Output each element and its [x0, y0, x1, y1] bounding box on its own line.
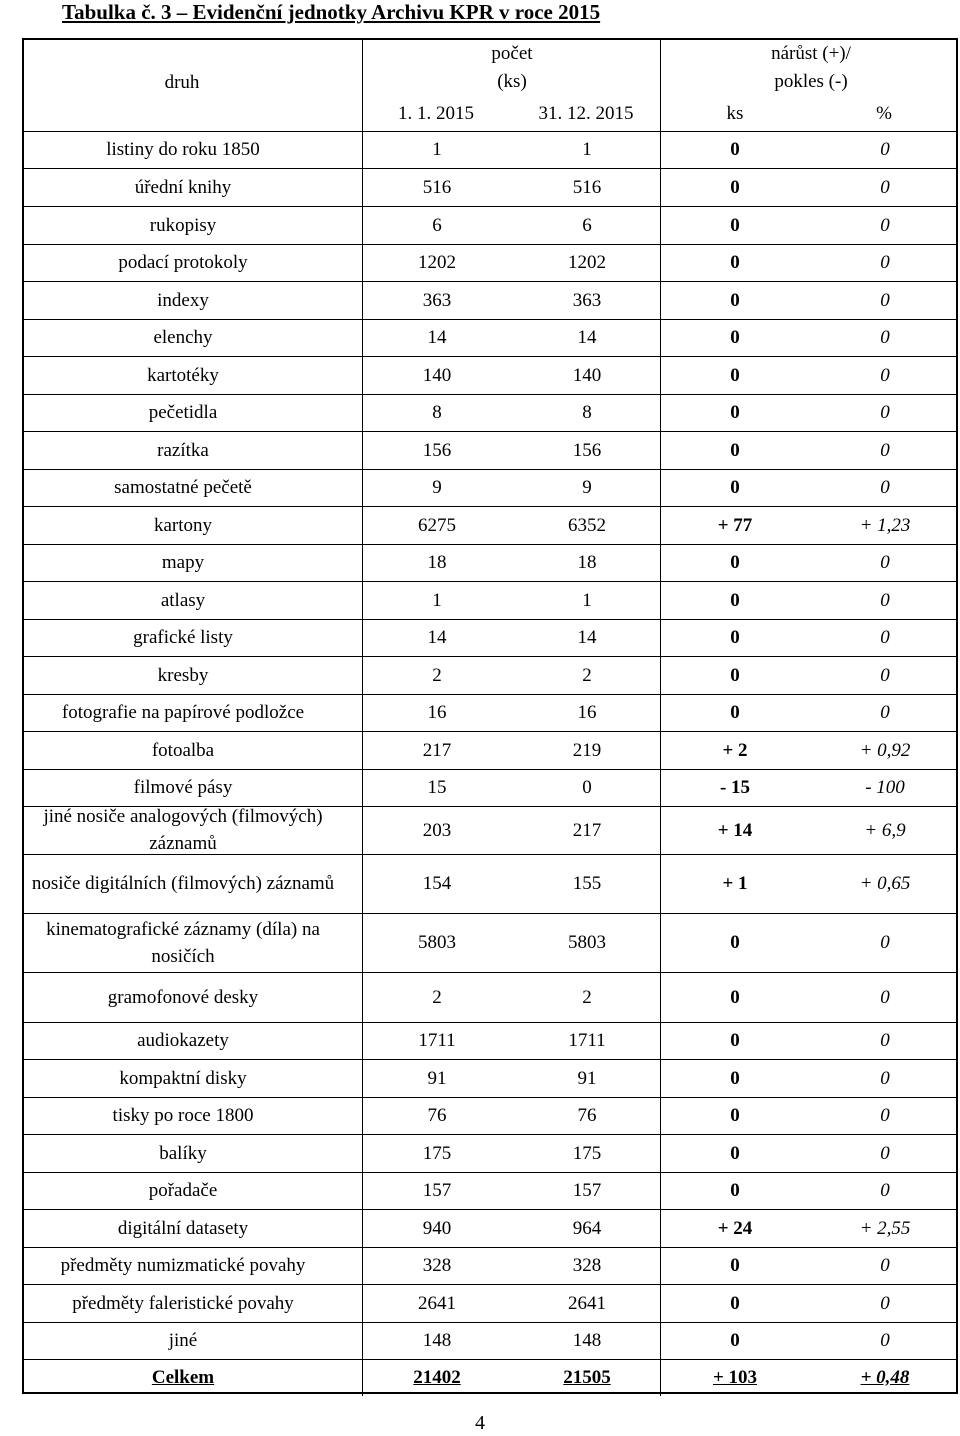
cell-count-end: 76 [577, 1105, 597, 1126]
cell-count-end: 1 [582, 139, 592, 160]
cell-druh: kompaktní disky [119, 1067, 247, 1089]
cell-change-percent: + 1,23 [859, 514, 911, 536]
cell-change-ks: 0 [730, 364, 740, 386]
cell-count-start: 2641 [418, 1292, 456, 1314]
header-pocet-line1: počet [491, 43, 533, 64]
cell-change-percent: 0 [880, 664, 890, 686]
cell-count-end: 2 [582, 664, 592, 686]
cell-druh: fotografie na papírové podložce [61, 702, 305, 723]
cell-count-start: 157 [422, 1180, 452, 1201]
cell-druh: jiné nosiče analogových (filmových) záznamů [43, 806, 323, 854]
cell-change-ks: 0 [730, 1105, 740, 1126]
cell-count-start: 15 [427, 777, 447, 798]
cell-druh: kartotéky [147, 364, 219, 386]
cell-druh: mapy [161, 552, 205, 573]
header-narust-line2: pokles (-) [774, 71, 848, 92]
cell-change-percent: 0 [880, 289, 890, 311]
cell-druh: Celkem [151, 1367, 215, 1388]
header-ks: ks [726, 103, 744, 124]
cell-change-percent: 0 [880, 1105, 890, 1126]
table-title: Tabulka č. 3 – Evidenční jednotky Archivu KPR v roce 2015 [62, 0, 601, 24]
cell-change-ks: 0 [730, 439, 740, 461]
cell-count-end: 219 [572, 739, 602, 761]
cell-count-end: 964 [572, 1217, 602, 1239]
cell-change-ks: 0 [730, 986, 740, 1008]
cell-change-ks: 0 [730, 664, 740, 686]
cell-count-start: 6 [432, 214, 442, 236]
cell-druh: samostatné pečetě [114, 477, 252, 498]
cell-druh: předměty faleristické povahy [72, 1292, 294, 1314]
cell-change-ks: 0 [730, 1067, 740, 1089]
cell-count-end: 148 [572, 1330, 602, 1351]
cell-change-percent: + 0,92 [859, 739, 911, 761]
cell-druh: úřední knihy [134, 176, 232, 198]
cell-druh: podací protokoly [118, 252, 248, 273]
cell-druh: gramofonové desky [107, 986, 259, 1008]
cell-count-start: 940 [422, 1217, 452, 1239]
cell-change-percent: 0 [880, 986, 890, 1008]
cell-count-end: 21505 [563, 1367, 611, 1388]
cell-change-percent: 0 [880, 589, 890, 611]
cell-change-percent: 0 [880, 327, 890, 348]
cell-change-percent: 0 [880, 552, 890, 573]
cell-count-end: 157 [572, 1180, 602, 1201]
cell-change-ks: 0 [730, 1330, 740, 1351]
cell-change-percent: + 0,65 [859, 873, 911, 894]
cell-change-percent: 0 [880, 1255, 890, 1276]
header-percent: % [876, 103, 892, 124]
cell-druh: atlasy [160, 589, 206, 611]
cell-change-percent: 0 [880, 439, 890, 461]
cell-change-ks: 0 [730, 139, 740, 160]
cell-change-percent: 0 [880, 1292, 890, 1314]
cell-count-start: 9 [432, 477, 442, 498]
cell-change-ks: 0 [730, 1180, 740, 1201]
cell-count-start: 18 [427, 552, 447, 573]
cell-change-ks: 0 [730, 402, 740, 423]
cell-count-start: 6275 [418, 514, 456, 536]
cell-change-percent: 0 [880, 364, 890, 386]
cell-druh: grafické listy [133, 627, 233, 648]
cell-change-ks: 0 [730, 702, 740, 723]
cell-change-percent: - 100 [865, 777, 905, 798]
cell-count-start: 175 [422, 1142, 452, 1164]
cell-count-end: 1202 [568, 252, 606, 273]
cell-change-ks: + 1 [722, 873, 748, 894]
cell-count-end: 516 [572, 176, 602, 198]
cell-druh: rukopisy [149, 214, 217, 236]
header-date-start: 1. 1. 2015 [398, 103, 474, 124]
cell-count-start: 148 [422, 1330, 452, 1351]
cell-change-percent: 0 [880, 477, 890, 498]
cell-druh: elenchy [153, 327, 213, 348]
cell-druh: nosiče digitálních (filmových) záznamů [31, 873, 335, 894]
cell-druh: digitální datasety [117, 1217, 249, 1239]
cell-change-ks: + 24 [717, 1217, 753, 1239]
cell-druh: indexy [157, 289, 209, 311]
cell-change-ks: + 2 [722, 739, 748, 761]
cell-count-start: 14 [427, 327, 447, 348]
cell-count-end: 2641 [568, 1292, 606, 1314]
cell-count-end: 217 [572, 819, 602, 841]
cell-change-ks: 0 [730, 477, 740, 498]
cell-druh: kartony [153, 514, 213, 536]
cell-change-ks: 0 [730, 1255, 740, 1276]
cell-change-ks: + 103 [712, 1367, 758, 1388]
cell-druh: fotoalba [151, 739, 215, 761]
cell-druh: tisky po roce 1800 [112, 1105, 254, 1126]
cell-druh: razítka [157, 439, 209, 461]
cell-count-start: 363 [422, 289, 452, 311]
cell-druh: kresby [157, 664, 209, 686]
cell-change-percent: 0 [880, 627, 890, 648]
header-druh: druh [164, 71, 200, 93]
cell-change-percent: 0 [880, 1330, 890, 1351]
cell-count-end: 14 [577, 327, 597, 348]
cell-change-ks: 0 [730, 176, 740, 198]
cell-change-ks: 0 [730, 1030, 740, 1051]
cell-count-start: 5803 [418, 932, 456, 953]
cell-change-percent: 0 [880, 1180, 890, 1201]
cell-change-ks: - 15 [719, 777, 751, 798]
cell-count-end: 6352 [568, 514, 606, 536]
cell-change-ks: + 77 [717, 514, 753, 536]
cell-count-end: 328 [572, 1255, 602, 1276]
cell-druh: balíky [159, 1142, 207, 1164]
cell-count-end: 14 [577, 627, 597, 648]
cell-count-start: 1202 [418, 252, 456, 273]
cell-count-end: 9 [582, 477, 592, 498]
cell-count-start: 1 [432, 589, 442, 611]
cell-druh: pečetidla [148, 402, 218, 423]
cell-change-percent: 0 [880, 932, 890, 953]
cell-count-start: 217 [422, 739, 452, 761]
cell-count-end: 156 [572, 439, 602, 461]
cell-count-start: 328 [422, 1255, 452, 1276]
page-number: 4 [475, 1412, 485, 1434]
cell-change-ks: 0 [730, 1142, 740, 1164]
cell-change-ks: 0 [730, 214, 740, 236]
cell-change-percent: 0 [880, 1067, 890, 1089]
cell-count-start: 1711 [418, 1030, 456, 1051]
cell-change-ks: 0 [730, 252, 740, 273]
cell-druh: kinematografické záznamy (díla) na nosičích [46, 918, 320, 967]
cell-change-ks: 0 [730, 289, 740, 311]
cell-count-start: 2 [432, 664, 442, 686]
cell-count-end: 2 [582, 986, 592, 1008]
cell-count-end: 8 [582, 402, 592, 423]
cell-change-ks: 0 [730, 327, 740, 348]
cell-change-ks: 0 [730, 1292, 740, 1314]
cell-change-percent: 0 [880, 702, 890, 723]
cell-count-start: 203 [422, 819, 452, 841]
cell-count-end: 16 [577, 702, 597, 723]
cell-druh: předměty numizmatické povahy [60, 1255, 306, 1276]
cell-count-start: 76 [427, 1105, 447, 1126]
cell-change-percent: 0 [880, 176, 890, 198]
cell-count-end: 0 [582, 777, 592, 798]
cell-count-start: 516 [422, 176, 452, 198]
cell-count-end: 140 [572, 364, 602, 386]
cell-druh: listiny do roku 1850 [106, 139, 260, 160]
cell-count-end: 155 [572, 873, 602, 894]
cell-change-ks: + 14 [717, 819, 753, 841]
evidence-units-table [22, 38, 958, 1394]
cell-count-end: 18 [577, 552, 597, 573]
cell-count-end: 175 [572, 1142, 602, 1164]
cell-change-ks: 0 [730, 932, 740, 953]
cell-count-end: 6 [582, 214, 592, 236]
cell-druh: pořadače [148, 1180, 218, 1201]
cell-change-percent: 0 [880, 252, 890, 273]
cell-druh: filmové pásy [133, 777, 233, 798]
cell-change-percent: 0 [880, 1030, 890, 1051]
cell-count-end: 363 [572, 289, 602, 311]
cell-count-end: 91 [577, 1067, 597, 1089]
header-narust-line1: nárůst (+)/ [771, 43, 851, 64]
header-date-end: 31. 12. 2015 [538, 103, 634, 124]
cell-count-start: 156 [422, 439, 452, 461]
cell-count-start: 140 [422, 364, 452, 386]
cell-change-percent: 0 [880, 402, 890, 423]
cell-change-ks: 0 [730, 627, 740, 648]
cell-change-percent: 0 [880, 1142, 890, 1164]
cell-druh: audiokazety [137, 1030, 229, 1051]
cell-change-ks: 0 [730, 589, 740, 611]
cell-change-percent: 0 [880, 214, 890, 236]
cell-count-end: 1711 [568, 1030, 606, 1051]
cell-change-ks: 0 [730, 552, 740, 573]
cell-count-end: 1 [582, 589, 592, 611]
header-pocet-line2: (ks) [497, 71, 527, 92]
cell-change-percent: + 6,9 [864, 819, 906, 841]
cell-druh: jiné [168, 1330, 198, 1351]
cell-change-percent: + 0,48 [860, 1367, 910, 1388]
cell-count-start: 21402 [413, 1367, 461, 1388]
cell-count-start: 154 [422, 873, 452, 894]
cell-count-start: 8 [432, 402, 442, 423]
cell-count-start: 2 [432, 986, 442, 1008]
cell-count-start: 14 [427, 627, 447, 648]
cell-count-end: 5803 [568, 932, 606, 953]
cell-change-percent: 0 [880, 139, 890, 160]
cell-count-start: 1 [432, 139, 442, 160]
cell-count-start: 91 [427, 1067, 447, 1089]
cell-change-percent: + 2,55 [859, 1217, 911, 1239]
cell-count-start: 16 [427, 702, 447, 723]
